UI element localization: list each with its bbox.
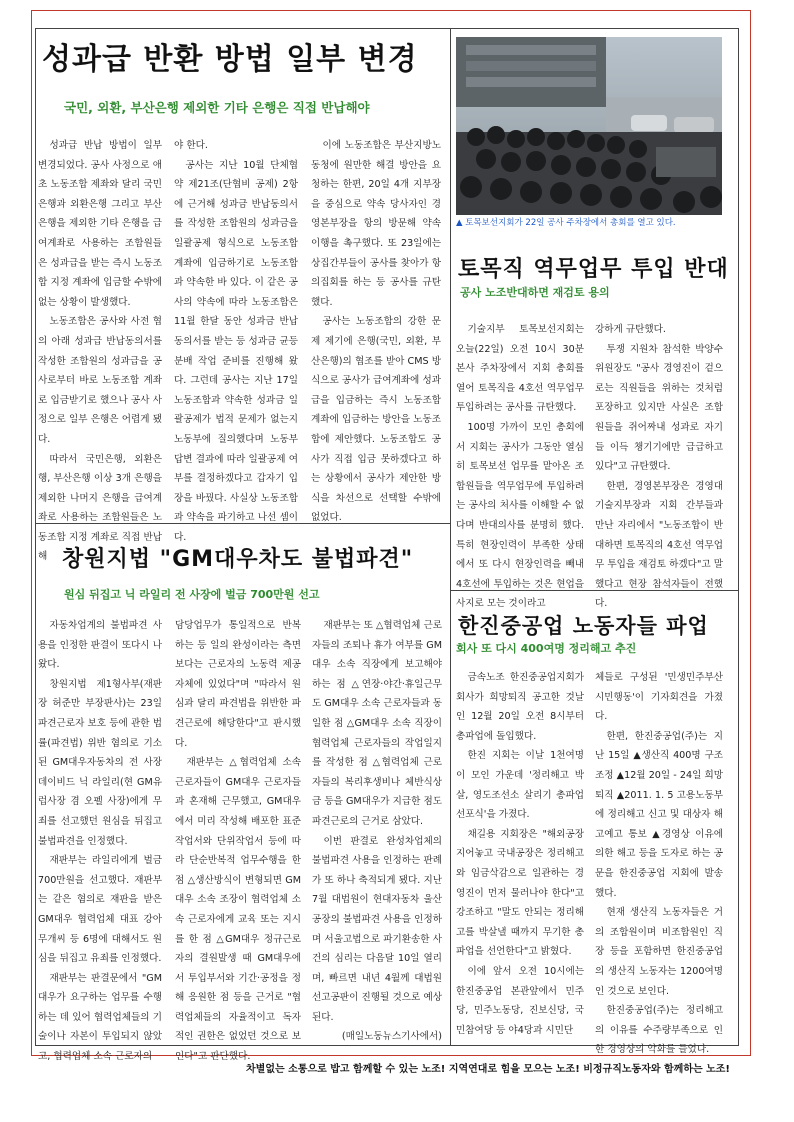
article1-column-2: [174, 136, 298, 543]
article2-title: 토목직 역무업무 투입 반대: [458, 257, 729, 282]
paragraph: 이에 노동조합은 부산지방노동청에 원만한 해결 방안을 요청하는 한편, 20일 4개 지부장을 중심으로 약속 당사자인 경영본부장을 항의 방문해 약속 이행을 촉구했다. 또 23일에는 상집간부들이 공사를 찾아가 항의집회를 하는 등 공사를 규탄했다.: [311, 140, 441, 308]
paragraph: 재판부는 라일리에게 벌금 700만원을 선고했다. 재판부는 같은 혐의로 재판을 받은 GM대우 협력업체 대표 강아무개씨 등 6명에 대해서도 원심을 뒤집고 유죄를 인정했다.: [38, 855, 162, 965]
article2-column-2: [595, 320, 723, 610]
article2-subtitle: 공사 노조반대하면 재검토 용의: [460, 286, 610, 299]
paragraph: 한진중공업(주)는 정리해고의 이유를 수주량부족으로 인한 경영상의 악화를 들었다.: [595, 1005, 723, 1056]
paragraph: 채길용 지회장은 "해외공장 지어놓고 국내공장은 정리해고와 임금삭감으로 일관하는 경영진이 먼저 물러나야 한다"고 강조하고 "말도 안되는 정리해고를 박살낼 때까지 무기한 총파업을 선언한다"고 밝혔다.: [456, 828, 584, 958]
article3-column-1: [38, 616, 162, 1063]
article4-subtitle: 회사 또 다시 400여명 정리해고 추진: [456, 642, 637, 655]
paragraph: 공사는 지난 10월 단체협약 제21조(단협비 공제) 2항에 근거해 성과금 반납동의서를 작성한 조합원의 성과금을 일괄공제 형식으로 노동조합 계좌에 입금하기로 노동조합과 약속한 바 있다. 이 같은 공사의 약속에 따라 노동조합은 11월 한달 동안 성과금 반납동의서를 받는 등 성과금 균등분배 작업 준비를 진행해 왔다. 그런데 공사는 지난 17일 노동조합과 약속한 성과금 일괄공제가 법적 문제가 없는지 노동부에 질의했다며 노동부 답변 결과에 따라 일괄공제 여부를 결정하겠다고 갑자기 입장을 바꿨다. 사실상 노동조합과 약속을 파기하고 나선 셈이다.: [174, 159, 298, 543]
paragraph: 야 한다.: [174, 140, 208, 151]
paragraph: 투쟁 지원차 참석한 박양수 위원장도 "공사 경영진이 겉으로는 직원들을 위하는 것처럼 포장하고 있지만 사실은 조합원들을 쥐어짜내 성과로 자기들 이득 챙기기에만 급급하고 있다"고 규탄했다.: [595, 343, 723, 473]
article1-column-3: [311, 136, 441, 522]
paragraph: 한진 지회는 이날 1천여명이 모인 가운데 '정리해고 박살, 영도조선소 살리기 총파업 선포식'을 가졌다.: [456, 750, 584, 821]
news-photo: [456, 37, 722, 215]
paragraph: 재판부는 또 △협력업체 근로자들의 조퇴나 휴가 여부를 GM대우 소속 직장에게 보고해야 하는 점 △연장·야간·휴일근무도 GM대우 소속 근로자들과 동일한 점 △GM대우 소속 직장이 협력업체 근로자들의 작업일지를 작성한 점 △협력업체 근로자들의 복리후생비나 체반식상금 등을 GM대우가 지급한 점도 파견근로의 근거로 삼았다.: [312, 620, 442, 827]
photo-caption: ▲ 토목보선지회가 22일 공사 주차장에서 총회를 열고 있다.: [456, 218, 676, 228]
article4-column-2: [595, 668, 723, 1056]
article4-column-1: [456, 668, 584, 1034]
paragraph: 재판부는 △협력업체 소속 근로자들이 GM대우 근로자들과 혼재해 근무했고, GM대우에서 미리 작성해 배포한 표준작업서와 단위작업서 등에 따라 단순반복적 업무수행을 한 점 △생산방식이 변형되면 GM대우 소속 조장이 협력업체 소속 근로자에게 교육 또는 지시를 한 점 △GM대우 정규근로자의 결원발생 때 GM대우에서 투입부서와 기간·공정을 정해 응원한 점 등을 근거로 "협력업체들의 자율적이고 독자적인 권한은 없었던 것으로 보인다"고 판단했다.: [175, 757, 301, 1063]
paragraph: 담당업무가 통일적으로 반복하는 등 일의 완성이라는 측면보다는 근로자의 노동력 제공자체에 있었다"며 "따라서 원심과 달리 파견법을 위반한 파견근로에 해당한다"고 판시했다.: [175, 620, 301, 749]
article3-title: 창원지법 "GM대우차도 불법파견": [62, 547, 414, 572]
paragraph: 현재 생산직 노동자들은 거의 조합원이며 비조합원인 직장 등을 포함하면 한진중공업의 생산직 노동자는 1200여명인 것으로 보인다.: [595, 907, 723, 997]
article2-column-1: [456, 320, 584, 610]
paragraph: 강하게 규탄했다.: [595, 324, 666, 335]
paragraph: 이번 판결로 완성차업체의 불법파견 사용을 인정하는 판례가 또 하나 축적되게 됐다. 지난 7월 대법원이 현대자동차 울산공장의 불법파견 사용을 인정하며 서울고법으로 파기환송한 사건의 심리는 다음달 10일 열리며, 빠르면 내년 4월께 대법원 선고공판이 진행될 것으로 예상된다.: [312, 835, 442, 1023]
article1-column-1: [38, 136, 162, 563]
section-divider-left: [36, 523, 450, 524]
paragraph: 이에 앞서 오전 10시에는 한진중공업 본관앞에서 민주당, 민주노동당, 진보신당, 국민참여당 등 야4당과 시민단: [456, 965, 584, 1036]
paragraph: 성과급 반납 방법이 일부 변경되었다. 공사 사정으로 애초 노동조합 제좌와 달리 국민은행과 외환은행 그리고 부산은행을 제외한 기타 은행을 급여계좌로 사용하는 조합원들은 성과급을 받는 즉시 노동조합 지정 계좌에 입금할 수밖에 없는 상황이 발생했다.: [38, 140, 162, 308]
crowd-photo-illustration: [456, 37, 722, 215]
paragraph: 자동차업계의 불법파견 사용을 인정한 판결이 또다시 나왔다.: [38, 620, 162, 671]
paragraph: 한편, 한진중공업(주)는 지난 15일 ▲생산직 400명 구조조정 ▲12월 20일 - 24일 희망퇴직 ▲2011. 1. 5 고용노동부에 정리해고 신고 및 대상자 해고예고 통보 ▲경영상 이유에 의한 해고 등을 도자로 하는 공문을 한진중공업 지회에 발송했다.: [595, 730, 723, 899]
paragraph: 금속노조 한진중공업지회가 회사가 희망퇴직 공고한 것날인 12월 20일 오전 8시부터 총파업에 돌입했다.: [456, 672, 584, 742]
paragraph: (매일노동뉴스기사에서): [341, 1031, 442, 1043]
article3-subtitle: 원심 뒤집고 닉 라일리 전 사장에 벌금 700만원 선고: [64, 588, 320, 601]
article3-column-2: [175, 616, 301, 1063]
footer-slogan: 차별없는 소통으로 밥고 함께할 수 있는 노조! 지역연대로 힘을 모으는 노조! 비정규직노동자와 함께하는 노조!: [246, 1064, 730, 1075]
paragraph: 창원지법 제1형사부(재판장 허준만 부장판사)는 23일 파견근로자 보호 등에 관한 법률(파견법) 위반 혐의로 기소된 GM대우자동차의 전 사장 데이비드 닉 라일리(현 GM유럽사장 겸 오펠 사장)에게 무죄를 선고했던 원심을 뒤집고 불법파견을 인정했다.: [38, 678, 162, 847]
paragraph: 기술지부 토목보선지회는 오늘(22일) 오전 10시 30분 본사 주차장에서 지회 총회를 열어 토목직을 4호선 역무업무 투입하려는 공사를 규탄했다.: [456, 324, 584, 414]
article1-subtitle: 국민, 외환, 부산은행 제외한 기타 은행은 직접 반납해야: [64, 100, 370, 115]
article3-column-3: [312, 616, 442, 1043]
paragraph: 100명 가까이 모인 총회에서 지회는 공사가 그동안 열심히 토목보선 업무를 맡아온 조합원들을 역무업무에 투입하려는 공사의 처사를 이해할 수 없다며 반대의사를 분명히 했다. 특히 현장인력이 부족한 상태에서 또 다시 현장인력을 빼내 4호선에 투입하는 것은 현업을 사지로 모는 것이라고: [456, 421, 584, 610]
paragraph: 체들로 구성된 '민생민주부산시민행동'이 기자회견을 가졌다.: [595, 672, 723, 723]
paragraph: 재판부는 판결문에서 "GM대우가 요구하는 업무를 수행하는 데 있어 협력업체들의 기술이나 자본이 투입되지 않았고, 협력업체 소속 근로자의: [38, 972, 162, 1063]
paragraph: 공사는 노동조합의 강한 문제 제기에 은행(국민, 외환, 부산은행)의 협조를 받아 CMS 방식으로 공사가 급여계좌에 성과급을 입금하는 즉시 노동조합 계좌에 입금하는 방안을 노동조합에 제안했다. 노동조합도 공사가 직접 입금 못하겠다고 하는 상황에서 공사가 제안한 방식을 차선으로 선택할 수밖에 없었다.: [311, 316, 441, 524]
article1-title: 성과급 반환 방법 일부 변경: [42, 42, 418, 77]
article4-title: 한진중공업 노동자들 파업: [458, 614, 709, 638]
paragraph: 한편, 경영본부장은 경영대기술지부장과 지회 간부들과 만난 자리에서 "노동조합이 반대하면 토목직의 4호선 역무업무 투입을 재검토 하겠다"고 말했다고 현장 참석자들이 전했다.: [595, 480, 723, 610]
paragraph: 따라서 국민은행, 외환은행, 부산은행 이상 3개 은행을 제외한 나머지 은행을 급여계좌로 사용하는 조합원들은 노동조합 지정 계좌로 직접 반납해: [38, 453, 162, 563]
column-divider: [450, 29, 451, 1045]
paragraph: 노동조합은 공사와 사전 협의 아래 성과급 반납동의서를 작성한 조합원의 성과급을 공사로부터 바로 노동조합 계좌로 입금받기로 했으나 공사 사정으로 일부 은행은 어렵게 됐다.: [38, 316, 162, 445]
